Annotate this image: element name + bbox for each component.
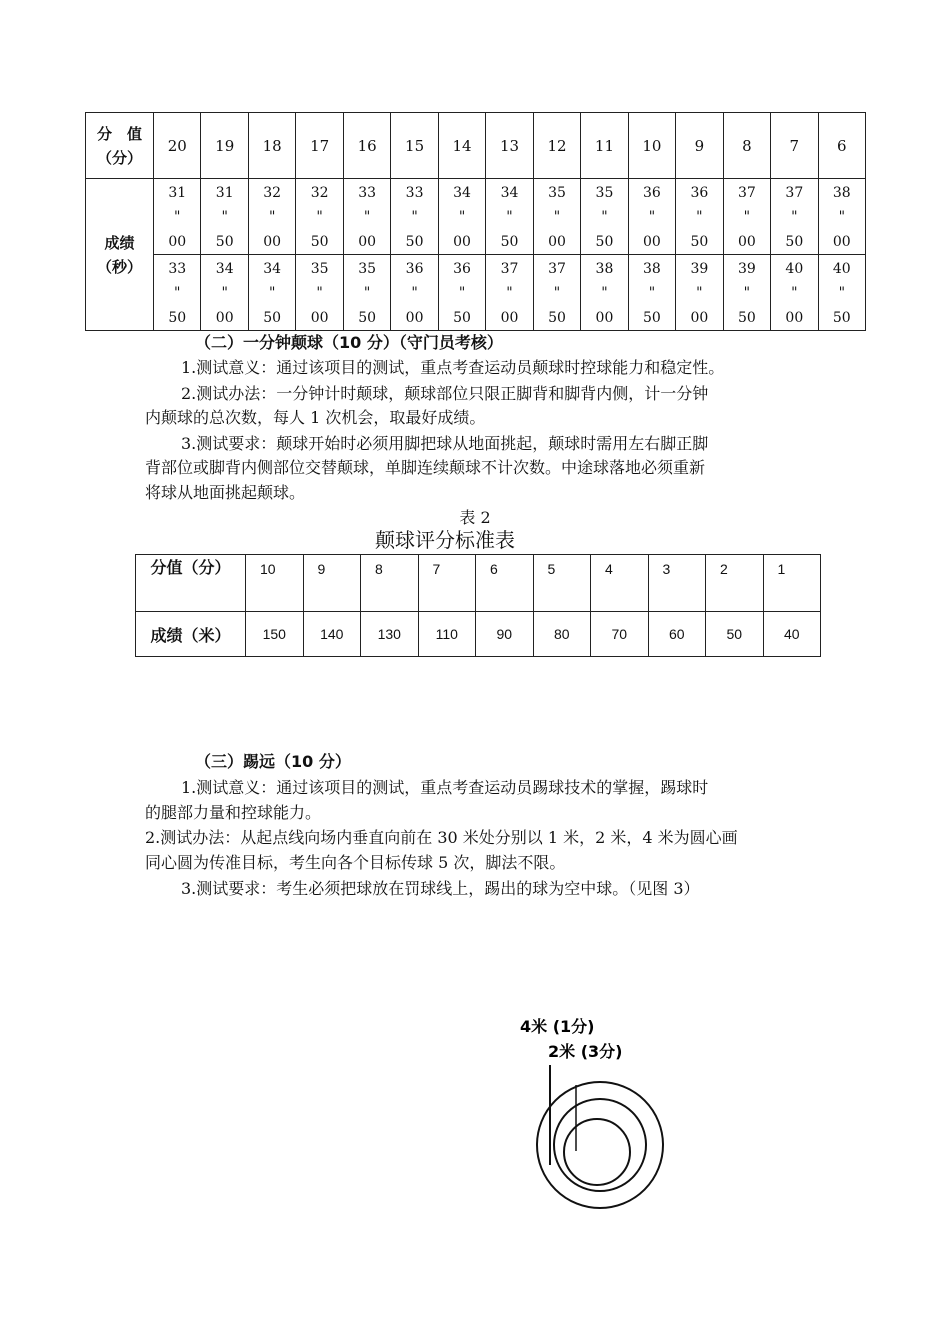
score-cell: 11 xyxy=(581,113,628,179)
result-cell xyxy=(296,255,343,331)
table2-result-cell: 150 xyxy=(246,612,304,657)
table2-score-cell: 6 xyxy=(476,555,534,612)
score-cell: 10 xyxy=(628,113,675,179)
result-separator: " xyxy=(696,285,703,301)
section3-p2b: 同心圆为传准目标，考生向各个目标传球 5 次，脚法不限。 xyxy=(145,853,566,872)
result-separator: " xyxy=(363,285,371,301)
score-cell: 16 xyxy=(343,113,390,179)
table2-score-cell: 9 xyxy=(303,555,361,612)
section3-p2a: 2.测试办法：从起点线向场内垂直向前在 30 米处分别以 1 米，2 米，4 米为圆心画 xyxy=(145,828,738,847)
section2-p2b: 内颠球的总次数，每人 1 次机会，取最好成绩。 xyxy=(145,408,486,427)
result-seconds: 37 xyxy=(737,185,756,201)
result-cell xyxy=(201,255,248,331)
result-hundredths: 50 xyxy=(500,234,519,250)
label-2m: 2米 (3分) xyxy=(548,1042,623,1061)
result-cell xyxy=(201,179,248,255)
result-cell xyxy=(818,255,865,331)
score-cell: 9 xyxy=(676,113,723,179)
table2-result-cell: 80 xyxy=(533,612,591,657)
result-cell xyxy=(154,255,201,331)
result-separator: " xyxy=(791,285,798,301)
section2-p3b: 背部位或脚背内侧部位交替颠球，单脚连续颠球不计次数。中途球落地必须重新 xyxy=(145,458,706,477)
section3-p3: 3.测试要求：考生必须把球放在罚球线上，踢出的球为空中球。（见图 3） xyxy=(181,879,700,898)
result-hundredths: 00 xyxy=(215,310,234,326)
result-separator: " xyxy=(743,209,751,225)
result-seconds: 39 xyxy=(690,261,709,277)
result-separator: " xyxy=(506,209,513,225)
result-separator: " xyxy=(838,209,846,225)
score-cell: 7 xyxy=(771,113,818,179)
result-seconds: 35 xyxy=(358,261,377,277)
score-table-2 xyxy=(135,554,821,657)
result-hundredths: 00 xyxy=(500,310,519,326)
table2-score-cell: 1 xyxy=(763,555,821,612)
score-cell: 19 xyxy=(201,113,248,179)
result-separator: " xyxy=(174,285,181,301)
section2-p3c: 将球从地面挑起颠球。 xyxy=(145,483,306,502)
result-cell xyxy=(391,255,438,331)
table2-score-label: 分值（分） xyxy=(136,555,246,612)
table1-score-row xyxy=(86,113,866,179)
table2-score-cell: 10 xyxy=(246,555,304,612)
result-hundredths: 50 xyxy=(405,234,424,250)
result-separator: " xyxy=(458,285,466,301)
result-separator: " xyxy=(506,285,513,301)
result-label-line2: （秒） xyxy=(96,257,142,276)
result-cell xyxy=(391,179,438,255)
result-hundredths: 00 xyxy=(168,234,187,250)
result-hundredths: 00 xyxy=(643,234,661,250)
result-separator: " xyxy=(648,285,656,301)
result-separator: " xyxy=(174,209,181,225)
result-hundredths: 50 xyxy=(168,310,187,326)
result-separator: " xyxy=(648,209,656,225)
result-separator: " xyxy=(316,209,323,225)
result-hundredths: 50 xyxy=(358,310,377,326)
result-cell xyxy=(343,255,390,331)
label-4m: 4米 (1分) xyxy=(520,1017,595,1036)
section3-p1a: 1.测试意义：通过该项目的测试，重点考查运动员踢球技术的掌握，踢球时 xyxy=(181,778,709,797)
result-seconds: 38 xyxy=(595,261,614,277)
table2-result-cell: 130 xyxy=(361,612,419,657)
result-label-line1: 成绩 xyxy=(104,233,135,252)
table2-score-cell: 5 xyxy=(533,555,591,612)
result-separator: " xyxy=(221,209,228,225)
table2-result-cell: 50 xyxy=(706,612,764,657)
table1-result-row-2 xyxy=(86,255,866,331)
result-separator: " xyxy=(601,285,608,301)
result-cell xyxy=(154,179,201,255)
result-hundredths: 50 xyxy=(595,234,614,250)
result-cell xyxy=(486,255,533,331)
result-separator: " xyxy=(268,285,276,301)
section2-p3a: 3.测试要求：颠球开始时必须用脚把球从地面挑起，颠球时需用左右脚正脚 xyxy=(181,434,709,453)
result-separator: " xyxy=(411,285,418,301)
result-separator: " xyxy=(363,209,371,225)
result-hundredths: 00 xyxy=(737,234,756,250)
score-cell: 12 xyxy=(533,113,580,179)
result-seconds: 37 xyxy=(500,261,519,277)
result-cell xyxy=(723,179,770,255)
result-seconds: 34 xyxy=(500,185,519,201)
result-separator: " xyxy=(458,209,466,225)
result-hundredths: 00 xyxy=(595,310,614,326)
result-hundredths: 00 xyxy=(310,310,329,326)
table1-result-label xyxy=(86,179,154,331)
result-hundredths: 50 xyxy=(310,234,329,250)
result-seconds: 31 xyxy=(215,185,234,201)
result-cell xyxy=(581,255,628,331)
result-cell xyxy=(533,255,580,331)
table2-score-cell: 7 xyxy=(418,555,476,612)
result-seconds: 34 xyxy=(263,261,282,277)
result-seconds: 36 xyxy=(453,261,471,277)
result-separator: " xyxy=(838,285,846,301)
score-table-1 xyxy=(85,112,866,331)
score-cell: 15 xyxy=(391,113,438,179)
result-seconds: 35 xyxy=(595,185,614,201)
result-seconds: 31 xyxy=(168,185,187,201)
result-seconds: 32 xyxy=(263,185,282,201)
table2-score-cell: 4 xyxy=(591,555,649,612)
result-cell xyxy=(343,179,390,255)
table2-caption-title: 颠球评分标准表 xyxy=(375,528,515,552)
table2-result-row xyxy=(136,612,821,657)
result-cell xyxy=(628,179,675,255)
table1-score-label xyxy=(86,113,154,179)
result-separator: " xyxy=(553,285,561,301)
result-hundredths: 50 xyxy=(453,310,471,326)
result-hundredths: 50 xyxy=(690,234,709,250)
section2-p2a: 2.测试办法：一分钟计时颠球，颠球部位只限正脚背和脚背内侧，计一分钟 xyxy=(181,384,709,403)
result-separator: " xyxy=(791,209,798,225)
table2-score-row xyxy=(136,555,821,612)
result-seconds: 35 xyxy=(310,261,329,277)
table2-score-cell: 2 xyxy=(706,555,764,612)
result-seconds: 33 xyxy=(168,261,187,277)
table2-score-cell: 3 xyxy=(648,555,706,612)
result-seconds: 40 xyxy=(785,261,804,277)
score-cell: 8 xyxy=(723,113,770,179)
result-hundredths: 00 xyxy=(832,234,851,250)
result-hundredths: 50 xyxy=(548,310,566,326)
table2-result-label: 成绩（米） xyxy=(136,612,246,657)
result-hundredths: 00 xyxy=(358,234,377,250)
result-hundredths: 00 xyxy=(548,234,566,250)
table2-result-cell: 60 xyxy=(648,612,706,657)
section3-heading: （三）踢远（10 分） xyxy=(195,752,351,771)
score-cell: 20 xyxy=(154,113,201,179)
result-hundredths: 00 xyxy=(453,234,471,250)
result-cell xyxy=(771,179,818,255)
section2-heading: （二）一分钟颠球（10 分）（守门员考核） xyxy=(195,333,503,352)
table2-caption-number: 表 2 xyxy=(459,508,491,527)
score-cell: 17 xyxy=(296,113,343,179)
result-separator: " xyxy=(553,209,561,225)
circle-1m xyxy=(564,1119,630,1185)
result-cell xyxy=(581,179,628,255)
result-cell xyxy=(818,179,865,255)
result-cell xyxy=(248,179,295,255)
table2-score-cell: 8 xyxy=(361,555,419,612)
result-seconds: 40 xyxy=(832,261,851,277)
result-hundredths: 00 xyxy=(785,310,804,326)
result-cell xyxy=(533,179,580,255)
result-seconds: 37 xyxy=(785,185,804,201)
result-hundredths: 50 xyxy=(215,234,234,250)
result-seconds: 33 xyxy=(358,185,377,201)
result-seconds: 32 xyxy=(310,185,329,201)
result-separator: " xyxy=(221,285,228,301)
result-hundredths: 50 xyxy=(643,310,661,326)
result-hundredths: 00 xyxy=(405,310,424,326)
section2-p1: 1.测试意义：通过该项目的测试，重点考查运动员颠球时控球能力和稳定性。 xyxy=(181,358,725,377)
result-cell xyxy=(248,255,295,331)
score-cell: 14 xyxy=(438,113,485,179)
result-seconds: 33 xyxy=(405,185,424,201)
score-cell: 6 xyxy=(818,113,865,179)
table1-result-row-1 xyxy=(86,179,866,255)
result-seconds: 39 xyxy=(737,261,756,277)
result-seconds: 34 xyxy=(453,185,471,201)
result-seconds: 36 xyxy=(643,185,661,201)
result-seconds: 34 xyxy=(215,261,234,277)
result-separator: " xyxy=(268,209,276,225)
result-cell xyxy=(676,179,723,255)
circle-2m xyxy=(554,1099,646,1191)
result-hundredths: 50 xyxy=(785,234,804,250)
score-label-line1: 分 值 xyxy=(96,124,142,143)
target-circles-figure xyxy=(500,1005,700,1235)
result-cell xyxy=(438,179,485,255)
result-seconds: 37 xyxy=(548,261,566,277)
result-separator: " xyxy=(696,209,703,225)
result-cell xyxy=(628,255,675,331)
section3-p1b: 的腿部力量和控球能力。 xyxy=(145,803,322,822)
result-separator: " xyxy=(316,285,323,301)
result-cell xyxy=(486,179,533,255)
result-cell xyxy=(296,179,343,255)
table2-result-cell: 140 xyxy=(303,612,361,657)
result-hundredths: 00 xyxy=(690,310,709,326)
table2-result-cell: 70 xyxy=(591,612,649,657)
result-cell xyxy=(438,255,485,331)
table2-result-cell: 90 xyxy=(476,612,534,657)
result-cell xyxy=(723,255,770,331)
table2-result-cell: 40 xyxy=(763,612,821,657)
result-hundredths: 50 xyxy=(737,310,756,326)
result-separator: " xyxy=(601,209,608,225)
circle-4m xyxy=(537,1082,663,1208)
score-cell: 13 xyxy=(486,113,533,179)
result-hundredths: 00 xyxy=(263,234,282,250)
result-seconds: 36 xyxy=(690,185,709,201)
result-cell xyxy=(771,255,818,331)
result-hundredths: 50 xyxy=(832,310,851,326)
result-separator: " xyxy=(411,209,418,225)
result-seconds: 35 xyxy=(548,185,566,201)
result-hundredths: 50 xyxy=(263,310,282,326)
result-separator: " xyxy=(743,285,751,301)
result-seconds: 36 xyxy=(405,261,424,277)
result-seconds: 38 xyxy=(832,185,851,201)
score-cell: 18 xyxy=(248,113,295,179)
table2-result-cell: 110 xyxy=(418,612,476,657)
score-label-line2: （分） xyxy=(96,148,142,167)
result-seconds: 38 xyxy=(643,261,661,277)
result-cell xyxy=(676,255,723,331)
